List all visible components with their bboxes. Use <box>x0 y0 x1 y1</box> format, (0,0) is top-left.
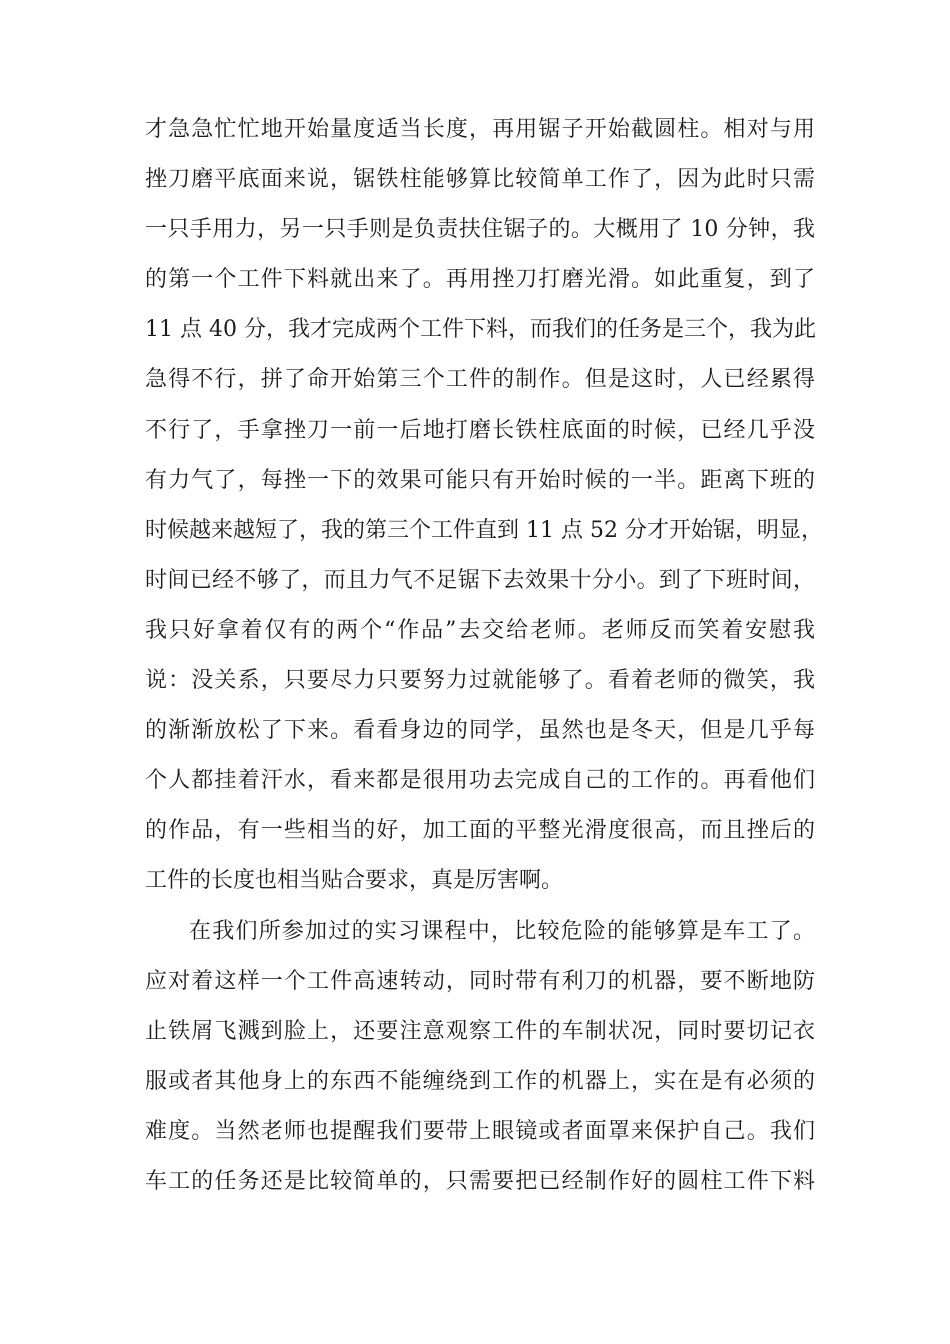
text-line: 的作品，有一些相当的好，加工面的平整光滑度很高，而且挫后的 <box>145 818 815 844</box>
text-line: 不行了，手拿挫刀一前一后地打磨长铁柱底面的时候，已经几乎没 <box>145 417 815 443</box>
text-line: 服或者其他身上的东西不能缠绕到工作的机器上，实在是有必须的 <box>145 1068 815 1094</box>
text-line: 才急急忙忙地开始量度适当长度，再用锯子开始截圆柱。相对与用 <box>145 117 815 142</box>
text-line: 挫刀磨平底面来说，锯铁柱能够算比较简单工作了，因为此时只需 <box>145 167 815 193</box>
text-line: 一只手用力，另一只手则是负责扶住锯子的。大概用了 10 分钟，我 <box>145 217 815 243</box>
paragraph-metalwork-filing <box>145 105 823 907</box>
text-line: 时候越来越短了，我的第三个工件直到 11 点 52 分才开始锯，明显， <box>145 517 823 543</box>
text-line: 应对着这样一个工件高速转动，同时带有利刀的机器，要不断地防 <box>145 968 815 994</box>
text-line: 我只好拿着仅有的两个“作品”去交给老师。老师反而笑着安慰我 <box>145 617 815 643</box>
document-body <box>145 105 823 1207</box>
text-line: 的渐渐放松了下来。看看身边的同学，虽然也是冬天，但是几乎每 <box>145 718 815 744</box>
text-line: 11 点 40 分，我才完成两个工件下料，而我们的任务是三个，我为此 <box>145 317 816 343</box>
text-line: 难度。当然老师也提醒我们要带上眼镜或者面罩来保护自己。我们 <box>145 1118 815 1144</box>
text-line: 工件的长度也相当贴合要求，真是厉害啊。 <box>145 868 564 894</box>
text-line: 止铁屑飞溅到脸上，还要注意观察工件的车制状况，同时要切记衣 <box>145 1018 815 1044</box>
text-line: 个人都挂着汗水，看来都是很用功去完成自己的工作的。再看他们 <box>145 768 815 794</box>
paragraph-lathe-work <box>145 907 815 1208</box>
text-line: 在我们所参加过的实习课程中，比较危险的能够算是车工了。 <box>189 918 815 944</box>
text-line: 说：没关系，只要尽力只要努力过就能够了。看着老师的微笑，我 <box>145 668 815 694</box>
text-line: 有力气了，每挫一下的效果可能只有开始时候的一半。距离下班的 <box>145 467 815 493</box>
text-line: 时间已经不够了，而且力气不足锯下去效果十分小。到了下班时间， <box>145 567 815 593</box>
text-line: 的第一个工件下料就出来了。再用挫刀打磨光滑。如此重复，到了 <box>145 267 815 293</box>
text-line: 车工的任务还是比较简单的，只需要把已经制作好的圆柱工件下料 <box>145 1168 815 1194</box>
text-line: 急得不行，拼了命开始第三个工件的制作。但是这时，人已经累得 <box>145 367 815 393</box>
